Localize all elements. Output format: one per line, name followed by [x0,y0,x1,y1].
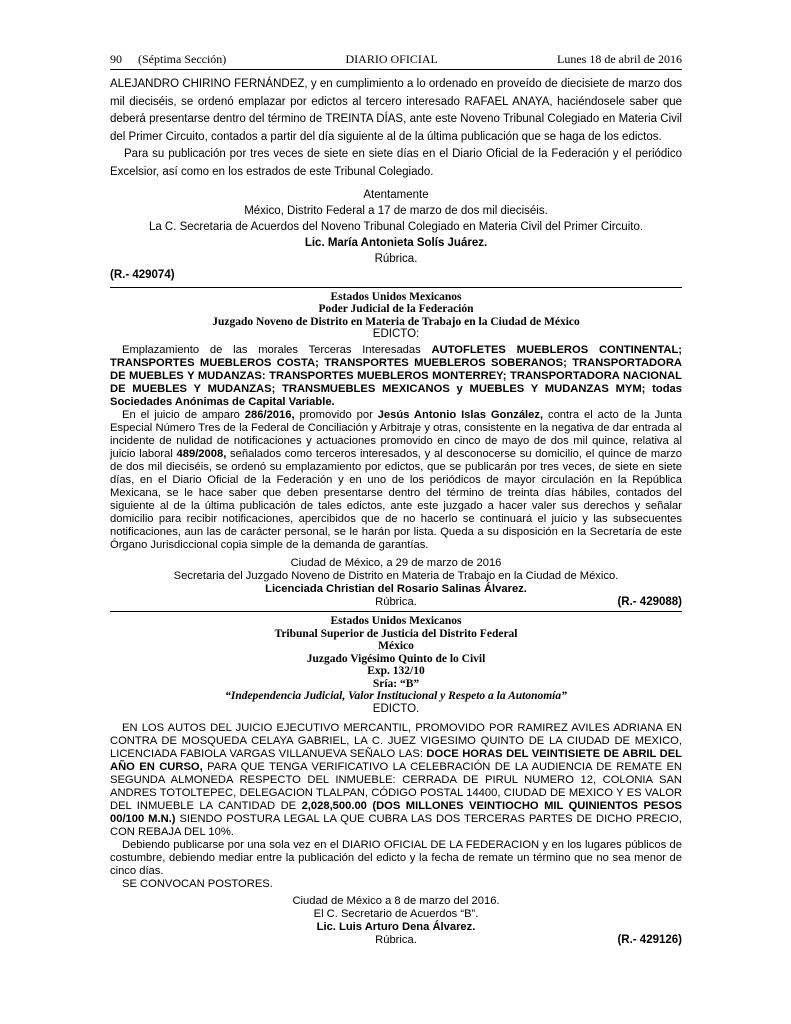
notice-3-header-line-2: Tribunal Superior de Justicia del Distrito Federal [274,627,518,640]
notice-2-paragraph-1 [110,344,682,409]
notice-2-p2-a: En el juicio de amparo [122,409,245,421]
notice-1-signer-name: Lic. María Antonieta Solís Juárez. [304,237,488,249]
notice-3-motto [110,690,682,703]
notice-1-rubrica: Rúbrica. [374,253,418,265]
notice-3-reference: (R.- 429126) [617,933,682,946]
page-number: 90 [110,52,122,66]
notice-2-signer-name: Licenciada Christian del Rosario Salinas Álvarez. [265,583,527,595]
notice-1-paragraph-2: Para su publicación por tres veces de siete en siete días en el Diario Oficial de la Federación y el periódico Excelsior, así como en los estrados de este Tribunal Colegiado. [110,148,682,178]
notice-3-place-date: Ciudad de México a 8 de marzo del 2016. [292,894,500,907]
notice-2-p2-plaintiff: Jesús Antonio Islas González, [377,409,544,421]
notice-2-p2-labor-case: 489/2008, [176,448,227,460]
notice-2-reference: (R.- 429088) [617,596,682,608]
notice-1-paragraph-1: ALEJANDRO CHIRINO FERNÁNDEZ, y en cumplimiento a lo ordenado en proveído de diecisiete de marzo dos mil dieciséis, se ordenó emplazar por edictos al tercero interesado RAFAEL ANAYA, haciéndosele saber que deberá presentarse dentro del término de TREINTA DÍAS, ante este Noveno Tribunal Colegiado en Materia Civil del Primer Circuito, contados a partir del día siguiente al de la última publicación que se haga de los edictos. [110,78,682,143]
notice-3-header-line-4: Juzgado Vigésimo Quinto de lo Civil [306,652,486,665]
notice-3-header-line-6: Sría: “B” [372,677,420,690]
notice-1-place-date: México, Distrito Federal a 17 de marzo de dos mil dieciséis. [244,205,548,217]
section-label: (Séptima Sección) [138,52,227,66]
divider-2 [110,611,682,612]
notice-2-footer-row [110,596,682,609]
publication-name: DIARIO OFICIAL [345,52,438,66]
notice-3-motto-text: “Independencia Judicial, Valor Institucional y Respeto a la Autonomía” [225,690,567,702]
notice-3-header-line-1: Estados Unidos Mexicanos [330,615,462,627]
notice-1-reference: (R.- 429074) [110,269,175,281]
notice-2-p2-g: señalados como terceros interesados, y al desconocerse su domicilio, el quince de marzo de dos mil dieciséis, se ordenó su emplazamiento por edictos, que se publicarán por tres veces, de siete en siete días, en el Diario Oficial de la Federación y en uno de los periódicos de mayor circulación en la República Mexicana, se le hace saber que deben presentarse dentro del término de treinta días hábiles, contados del siguiente al de la última publicación de tales edictos, ante este juzgado a hacer valer sus derechos y señalar domicilio para recibir notificaciones, apercibidos que de no hacerlo se continuará el juicio y las subsecuentes notificaciones, aun las de carácter personal, se le harán por lista. Queda a su disposición en la Secretaría de este Órgano Jurisdiccional copia simple de la demanda de garantías. [110,448,683,551]
notice-3-signer-name: Lic. Luis Arturo Dena Álvarez. [316,920,476,933]
notice-3-paragraph-1 [110,722,682,839]
notice-2-rubrica: Rúbrica. [375,596,417,608]
notice-2-header-line-1: Estados Unidos Mexicanos [330,290,462,303]
notice-2-signer-title: Secretaria del Juzgado Noveno de Distrito en Materia de Trabajo en la Ciudad de México. [173,570,619,582]
notice-3-p1-amount: 2,028,500.00 (DOS MILLONES VEINTIOCHO MIL QUINIENTOS PESOS 00/100 M.N.) [110,799,682,825]
page-header [110,52,682,70]
notice-3-title: EDICTO. [372,702,420,715]
notice-3-p1-a: EN LOS AUTOS DEL JUICIO EJECUTIVO MERCANTIL, PROMOVIDO POR RAMIREZ AVILES ADRIANA EN CONTRA DE MOSQUEDA CELAYA GABRIEL, LA C. JUEZ VIGESIMO QUINTO DE LA CIUDAD DE MEXICO, LICENCIADA FABIOLA VARGAS VILLANUEVA SEÑALO LAS: [110,721,682,760]
notice-3-p1-e: SIENDO POSTURA LEGAL LA QUE CUBRA LAS DOS TERCERAS PARTES DE DICHO PRECIO, CON REBAJA DEL 10%. [110,812,682,838]
notice-2 [110,291,682,610]
notice-1 [110,76,682,285]
notice-2-place-date: Ciudad de México, a 29 de marzo de 2016 [290,557,502,569]
notice-2-p1-defendants: AUTOFLETES MUEBLEROS CONTINENTAL; TRANSPORTES MUEBLEROS COSTA; TRANSPORTES MUEBLEROS SOBERANOS; TRANSPORTADORA DE MUEBLES Y MUDANZAS: TRANSPORTES MUEBLEROS MONTERREY; TRANSPORTADORA NACIONAL DE MUEBLES Y MUDANZAS; TRANSMUEBLES MEXICANOS y MUEBLES Y MUDANZAS MYM; todas Sociedades Anónimas de Capital Variable. [110,344,683,408]
notice-2-paragraph-2 [110,409,682,552]
notice-3-paragraph-2: Debiendo publicarse por una sola vez en el DIARIO OFICIAL DE LA FEDERACION y en los lugares públicos de costumbre, debiendo mediar entre la publicación del edicto y la fecha de remate un término que no sea menor de cinco días. [110,838,682,877]
issue-date: Lunes 18 de abril de 2016 [557,52,682,66]
notice-3-rubrica: Rúbrica. [375,933,417,946]
notice-1-signer-title: La C. Secretaria de Acuerdos del Noveno Tribunal Colegiado en Materia Civil del Primer Circuito. [148,221,644,233]
divider-1 [110,287,682,288]
notice-2-p2-c: promovido por [294,409,378,421]
notice-2-p1-lead: Emplazamiento de las morales Terceras Interesadas [122,344,432,356]
notice-2-title: EDICTO: [372,328,420,340]
notice-3-paragraph-3: SE CONVOCAN POSTORES. [122,877,273,890]
notice-2-header-line-2: Poder Judicial de la Federación [318,303,474,315]
notice-3 [110,615,682,947]
notice-3-p1-hearing-date: DOCE HORAS DEL VEINTISIETE DE ABRIL DEL AÑO EN CURSO, [110,747,683,773]
notice-3-header-line-3: México [378,640,414,652]
notice-2-p2-e: contra el acto de la Junta Especial Número Tres de la Federal de Conciliación y Arbitraje y otras, consistente en la negativa de dar entrada al incidente de nulidad de notificaciones y actuaciones promovido en cinco de mayo de dos mil quince, relativa al juicio laboral [110,409,682,460]
notice-3-p1-c: PARA QUE TENGA VERIFICATIVO LA CELEBRACIÓN DE LA AUDIENCIA DE REMATE EN SEGUNDA ALMONEDA RESPECTO DEL INMUEBLE: CERRADA DE PIRUL NUMERO 12, COLONIA SAN ANDRES TOTOLTEPEC, DELEGACION TLALPAN, CÓDIGO POSTAL 14400, CIUDAD DE MEXICO Y ES VALOR DEL INMUEBLE LA CANTIDAD DE [110,760,682,812]
header-left [110,52,226,67]
notice-2-p2-case-number: 286/2016, [244,409,295,421]
notice-1-closing: Atentamente [363,189,429,201]
document-page [110,52,682,947]
notice-3-signer-title: El C. Secretario de Acuerdos “B”. [313,907,479,920]
notice-2-header-line-3: Juzgado Noveno de Distrito en Materia de Trabajo en la Ciudad de México [212,315,580,328]
notice-3-footer-row [110,934,682,947]
notice-3-header-line-5: Exp. 132/10 [367,665,425,677]
